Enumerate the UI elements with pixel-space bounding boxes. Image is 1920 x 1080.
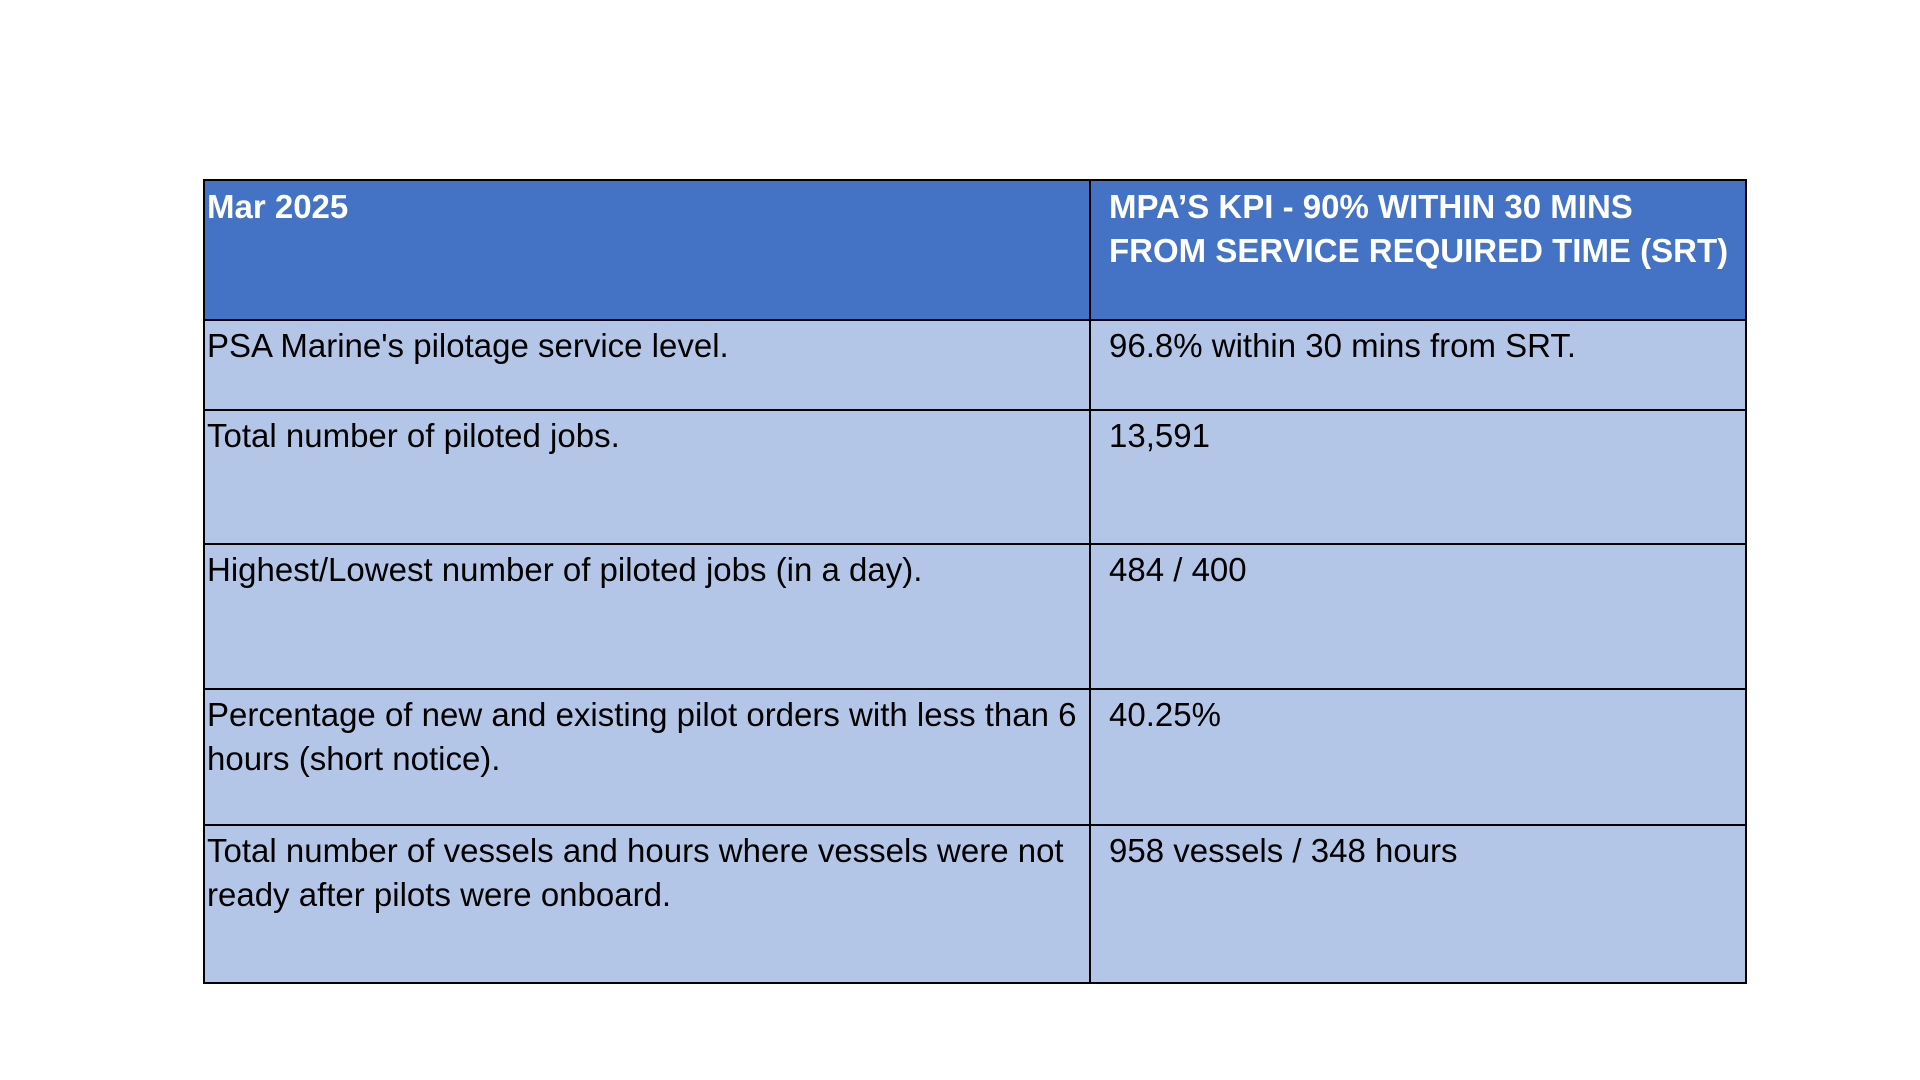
row-label-cell xyxy=(204,689,1090,825)
header-kpi: MPA’S KPI - 90% WITHIN 30 MINS FROM SERVICE REQUIRED TIME (SRT) xyxy=(1109,188,1729,269)
row-label: Highest/Lowest number of piloted jobs (in a day). xyxy=(207,551,923,588)
header-period-cell xyxy=(204,180,1090,320)
row-label: Percentage of new and existing pilot orders with less than 6 hours (short notice). xyxy=(207,696,1077,777)
row-value: 13,591 xyxy=(1109,417,1210,454)
row-label: Total number of piloted jobs. xyxy=(207,417,620,454)
table-row xyxy=(204,320,1746,410)
table-row xyxy=(204,544,1746,689)
row-label: Total number of vessels and hours where vessels were not ready after pilots were onboard. xyxy=(207,832,1064,913)
row-value-cell xyxy=(1090,544,1746,689)
row-label-cell xyxy=(204,825,1090,983)
row-value-cell xyxy=(1090,410,1746,544)
row-label: PSA Marine's pilotage service level. xyxy=(207,327,729,364)
row-value-cell xyxy=(1090,320,1746,410)
row-value: 40.25% xyxy=(1109,696,1221,733)
table-row xyxy=(204,410,1746,544)
row-value: 96.8% within 30 mins from SRT. xyxy=(1109,327,1577,364)
kpi-table xyxy=(203,179,1747,984)
row-value: 484 / 400 xyxy=(1109,551,1247,588)
table-header-row xyxy=(204,180,1746,320)
row-value-cell xyxy=(1090,689,1746,825)
header-kpi-cell xyxy=(1090,180,1746,320)
header-period: Mar 2025 xyxy=(207,188,349,225)
table-row xyxy=(204,689,1746,825)
row-label-cell xyxy=(204,544,1090,689)
row-value-cell xyxy=(1090,825,1746,983)
table-row xyxy=(204,825,1746,983)
row-label-cell xyxy=(204,410,1090,544)
row-label-cell xyxy=(204,320,1090,410)
row-value: 958 vessels / 348 hours xyxy=(1109,832,1458,869)
